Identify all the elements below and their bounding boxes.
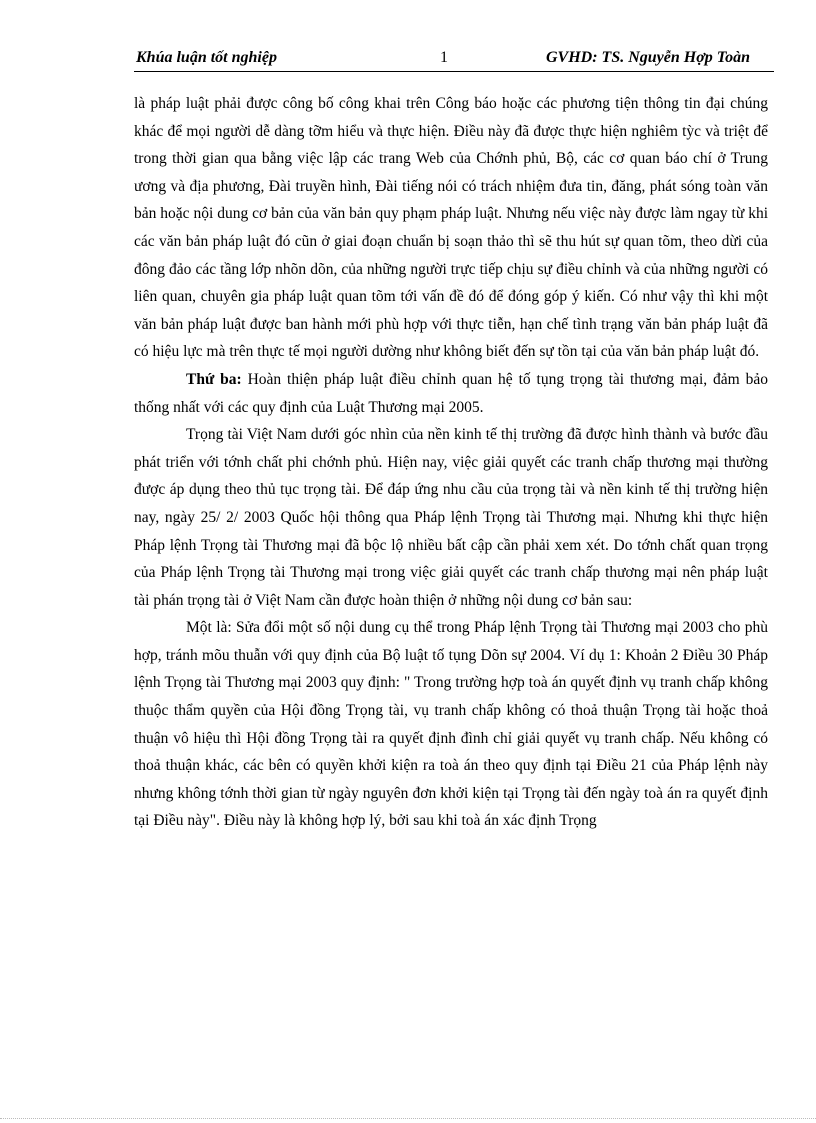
document-body <box>134 90 768 835</box>
header-advisor: GVHD: TS. Nguyễn Hợp Toàn <box>545 49 750 66</box>
paragraph-2-lead: Thứ ba: <box>186 370 242 388</box>
paragraph-3: Trọng tài Việt Nam dưới góc nhìn của nền kinh tế thị trường đã được hình thành và bước đầu phát triển với tớnh chất phi chớnh phủ. Hiện nay, việc giải quyết các tranh chấp thương mại thường được áp dụng theo thủ tục trọng tài. Để đáp ứng nhu cầu của trọng tài và nền kinh tế thị trường hiện nay, ngày 25/ 2/ 2003 Quốc hội thông qua Pháp lệnh Trọng tài Thương mại. Nhưng khi thực hiện Pháp lệnh Trọng tài Thương mại đã bộc lộ nhiều bất cập cần phải xem xét. Do tớnh chất quan trọng của Pháp lệnh Trọng tài Thương mại trong việc giải quyết các tranh chấp thương mại nên pháp luật tài phán trọng tài ở Việt Nam cần được hoàn thiện ở những nội dung cơ bản sau: <box>134 426 768 609</box>
paragraph-4: Một là: Sửa đổi một số nội dung cụ thể trong Pháp lệnh Trọng tài Thương mại 2003 cho phù hợp, tránh mõu thuẫn với quy định của Bộ luật tố tụng Dõn sự 2004. Ví dụ 1: Khoản 2 Điều 30 Pháp lệnh Trọng tài Thương mại 2003 quy định: " Trong trường hợp toà án quyết định vụ tranh chấp không thuộc thẩm quyền của Hội đồng Trọng tài, vụ tranh chấp không có thoả thuận Trọng tài hoặc thoả thuận vô hiệu thì Hội đồng Trọng tài ra quyết định đình chỉ giải quyết vụ tranh chấp. Nếu không có thoả thuận khác, các bên có quyền khởi kiện ra toà án theo quy định tại Điều 21 của Pháp lệnh này nhưng không tớnh thời gian từ ngày nguyên đơn khởi kiện tại Trọng tài đến ngày toà án ra quyết định tại Điều này". Điều này là không hợp lý, bởi sau khi toà án xác định Trọng <box>134 619 768 830</box>
paragraph-2 <box>134 366 768 421</box>
header-page-number: 1 <box>440 49 448 66</box>
paragraph-1: là pháp luật phải được công bố công khai trên Công báo hoặc các phương tiện thông tin đại chúng khác để mọi người dễ dàng tỡm hiểu và thực hiện. Điều này đã được thực hiện nghiêm tỳc và triệt để trong thời gian qua bằng việc lập các trang Web của Chớnh phủ, Bộ, các cơ quan báo chí ở Trung ương và địa phương, Đài truyền hình, Đài tiếng nói có trách nhiệm đưa tin, đăng, phát sóng toàn văn bản hoặc nội dung cơ bản của văn bản quy phạm pháp luật. Nhưng nếu việc này được làm ngay từ khi các văn bản pháp luật đó cũn ở giai đoạn chuẩn bị soạn thảo thì sẽ thu hút sự quan tõm, theo dừi của đông đảo các tầng lớp nhõn dõn, của những người trực tiếp chịu sự điều chỉnh và của những người có liên quan, chuyên gia pháp luật quan tõm tới vấn đề đó để đóng góp ý kiến. Có như vậy thì khi một văn bản pháp luật được ban hành mới phù hợp với thực tiễn, hạn chế tình trạng văn bản pháp luật đã có hiệu lực mà trên thực tế mọi người dường như không biết đến sự tồn tại của văn bản pháp luật đó. <box>134 95 768 361</box>
page-bottom-border <box>0 1118 816 1119</box>
page-header <box>134 47 774 72</box>
paragraph-2-text: Hoàn thiện pháp luật điều chỉnh quan hệ tố tụng trọng tài thương mại, đảm bảo thống nhất với các quy định của Luật Thương mại 2005. <box>134 370 768 416</box>
header-thesis-title: Khúa luận tốt nghiệp <box>136 49 277 66</box>
